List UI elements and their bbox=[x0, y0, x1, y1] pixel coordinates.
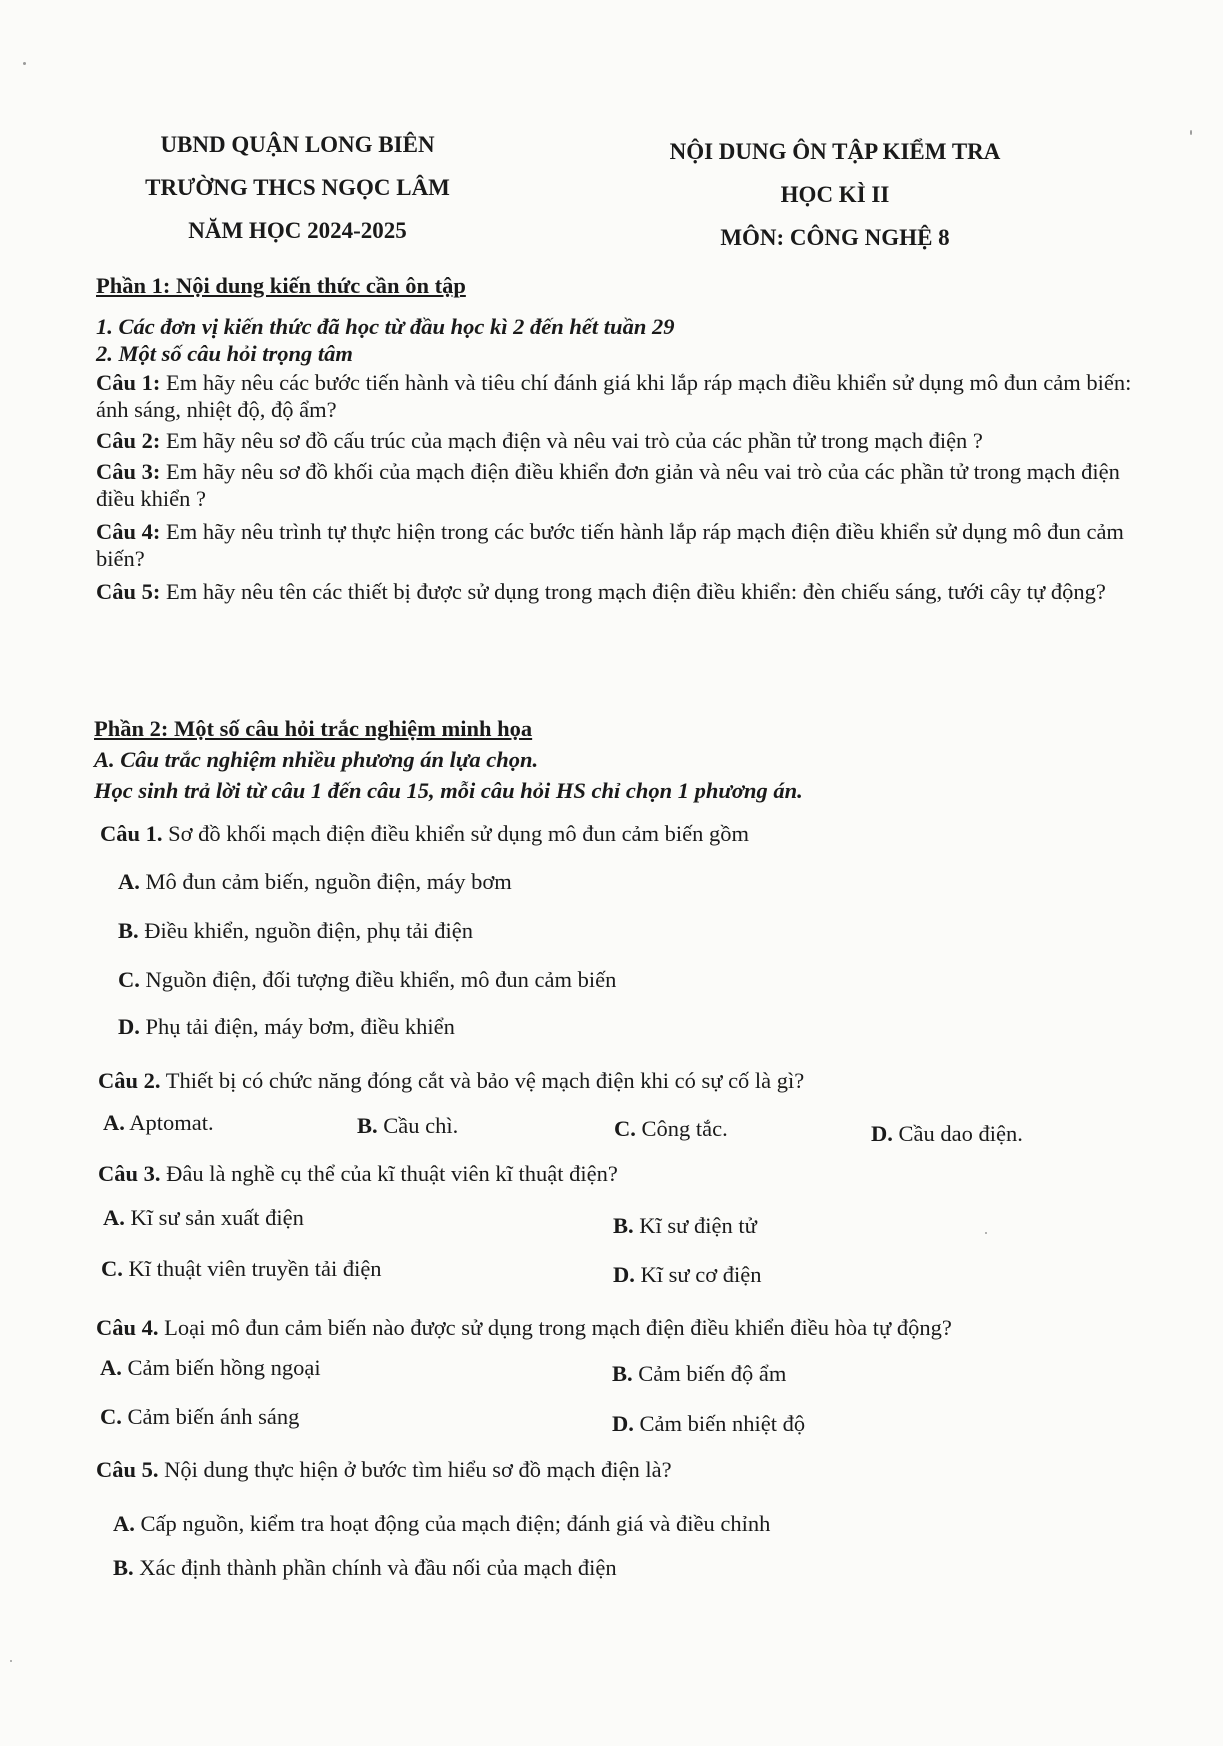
school-header bbox=[110, 123, 485, 252]
question-text: Thiết bị có chức năng đóng cắt và bảo vệ mạch điện khi có sự cố là gì? bbox=[160, 1068, 805, 1093]
q4-option-a: A. Cảm biến hồng ngoại bbox=[100, 1355, 321, 1380]
part1-section bbox=[96, 272, 1146, 605]
question-label: Câu 2: bbox=[96, 428, 161, 453]
question-label: Câu 5. bbox=[96, 1457, 159, 1482]
scan-speck bbox=[985, 1232, 987, 1234]
district-name: UBND QUẬN LONG BIÊN bbox=[160, 132, 435, 157]
document-title: NỘI DUNG ÔN TẬP KIỂM TRA bbox=[669, 139, 1001, 164]
mcq-question-4 bbox=[96, 1315, 952, 1341]
part1-question-3 bbox=[96, 458, 1146, 512]
mcq-question-2 bbox=[98, 1068, 804, 1094]
q1-option-c: C. Nguồn điện, đối tượng điều khiển, mô đun cảm biến bbox=[118, 967, 617, 992]
question-label: Câu 3: bbox=[96, 459, 161, 484]
part1-question-4 bbox=[96, 518, 1146, 572]
q2-option-c: C. Công tắc. bbox=[614, 1116, 728, 1141]
q4-option-d: D. Cảm biến nhiệt độ bbox=[612, 1411, 806, 1436]
q5-option-b: B. Xác định thành phần chính và đầu nối của mạch điện bbox=[113, 1555, 617, 1580]
question-label: Câu 2. bbox=[98, 1068, 161, 1093]
question-text: Nội dung thực hiện ở bước tìm hiểu sơ đồ mạch điện là? bbox=[158, 1457, 672, 1482]
question-text: Sơ đồ khối mạch điện điều khiển sử dụng mô đun cảm biến gồm bbox=[162, 821, 750, 846]
question-label: Câu 4. bbox=[96, 1315, 159, 1340]
question-text: Em hãy nêu tên các thiết bị được sử dụng trong mạch điện điều khiển: đèn chiếu sáng, tưới cây tự động? bbox=[160, 579, 1106, 604]
q3-option-a: A. Kĩ sư sản xuất điện bbox=[103, 1205, 304, 1230]
q2-option-b: B. Cầu chì. bbox=[357, 1113, 459, 1138]
part2-subtitle-a: A. Câu trắc nghiệm nhiều phương án lựa chọn. bbox=[94, 747, 539, 772]
part1-item2: 2. Một số câu hỏi trọng tâm bbox=[96, 341, 353, 366]
document-title-block bbox=[620, 130, 1050, 259]
q4-option-b: B. Cảm biến độ ẩm bbox=[612, 1361, 787, 1386]
part2-section bbox=[94, 715, 1144, 804]
mcq-question-3 bbox=[98, 1161, 618, 1187]
part2-title: Phần 2: Một số câu hỏi trắc nghiệm minh họa bbox=[94, 716, 533, 741]
school-name: TRƯỜNG THCS NGỌC LÂM bbox=[145, 175, 450, 200]
semester: HỌC KÌ II bbox=[780, 182, 890, 207]
q2-option-a: A. Aptomat. bbox=[103, 1110, 214, 1135]
school-year: NĂM HỌC 2024-2025 bbox=[188, 218, 407, 243]
question-label: Câu 4: bbox=[96, 519, 161, 544]
subject: MÔN: CÔNG NGHỆ 8 bbox=[720, 225, 950, 250]
part1-question-5 bbox=[96, 578, 1146, 605]
q3-option-b: B. Kĩ sư điện tử bbox=[613, 1213, 757, 1238]
q1-option-b: B. Điều khiển, nguồn điện, phụ tải điện bbox=[118, 918, 473, 943]
q4-option-c: C. Cảm biến ánh sáng bbox=[100, 1404, 300, 1429]
question-text: Em hãy nêu trình tự thực hiện trong các bước tiến hành lắp ráp mạch điện điều khiển sử dụng mô đun cảm biến? bbox=[96, 519, 1124, 571]
question-label: Câu 3. bbox=[98, 1161, 161, 1186]
question-label: Câu 1. bbox=[100, 821, 163, 846]
q5-option-a: A. Cấp nguồn, kiểm tra hoạt động của mạch điện; đánh giá và điều chỉnh bbox=[113, 1511, 771, 1536]
scan-speck bbox=[23, 62, 26, 65]
question-label: Câu 1: bbox=[96, 370, 161, 395]
q3-option-c: C. Kĩ thuật viên truyền tải điện bbox=[101, 1256, 382, 1281]
q1-option-d: D. Phụ tải điện, máy bơm, điều khiển bbox=[118, 1014, 455, 1039]
question-text: Loại mô đun cảm biến nào được sử dụng trong mạch điện điều khiển điều hòa tự động? bbox=[158, 1315, 952, 1340]
part1-question-2 bbox=[96, 427, 1146, 454]
question-text: Em hãy nêu các bước tiến hành và tiêu chí đánh giá khi lắp ráp mạch điều khiển sử dụng mô đun cảm biến: ánh sáng, nhiệt độ, độ ẩm? bbox=[96, 370, 1132, 422]
q2-option-d: D. Cầu dao điện. bbox=[871, 1121, 1023, 1146]
question-text: Đâu là nghề cụ thể của kĩ thuật viên kĩ thuật điện? bbox=[160, 1161, 618, 1186]
scan-speck bbox=[10, 1660, 12, 1662]
part2-instruction: Học sinh trả lời từ câu 1 đến câu 15, mỗi câu hỏi HS chỉ chọn 1 phương án. bbox=[94, 778, 803, 803]
q1-option-a: A. Mô đun cảm biến, nguồn điện, máy bơm bbox=[118, 869, 512, 894]
mcq-question-5 bbox=[96, 1457, 672, 1483]
part1-title: Phần 1: Nội dung kiến thức cần ôn tập bbox=[96, 273, 466, 298]
part1-item1: 1. Các đơn vị kiến thức đã học từ đầu học kì 2 đến hết tuần 29 bbox=[96, 314, 675, 339]
scan-speck bbox=[1190, 130, 1192, 135]
mcq-question-1 bbox=[100, 821, 749, 847]
question-label: Câu 5: bbox=[96, 579, 161, 604]
question-text: Em hãy nêu sơ đồ cấu trúc của mạch điện và nêu vai trò của các phần tử trong mạch điện ? bbox=[160, 428, 983, 453]
part1-question-1 bbox=[96, 369, 1146, 423]
question-text: Em hãy nêu sơ đồ khối của mạch điện điều khiển đơn giản và nêu vai trò của các phần tử trong mạch điện điều khiển ? bbox=[96, 459, 1120, 511]
q3-option-d: D. Kĩ sư cơ điện bbox=[613, 1262, 762, 1287]
